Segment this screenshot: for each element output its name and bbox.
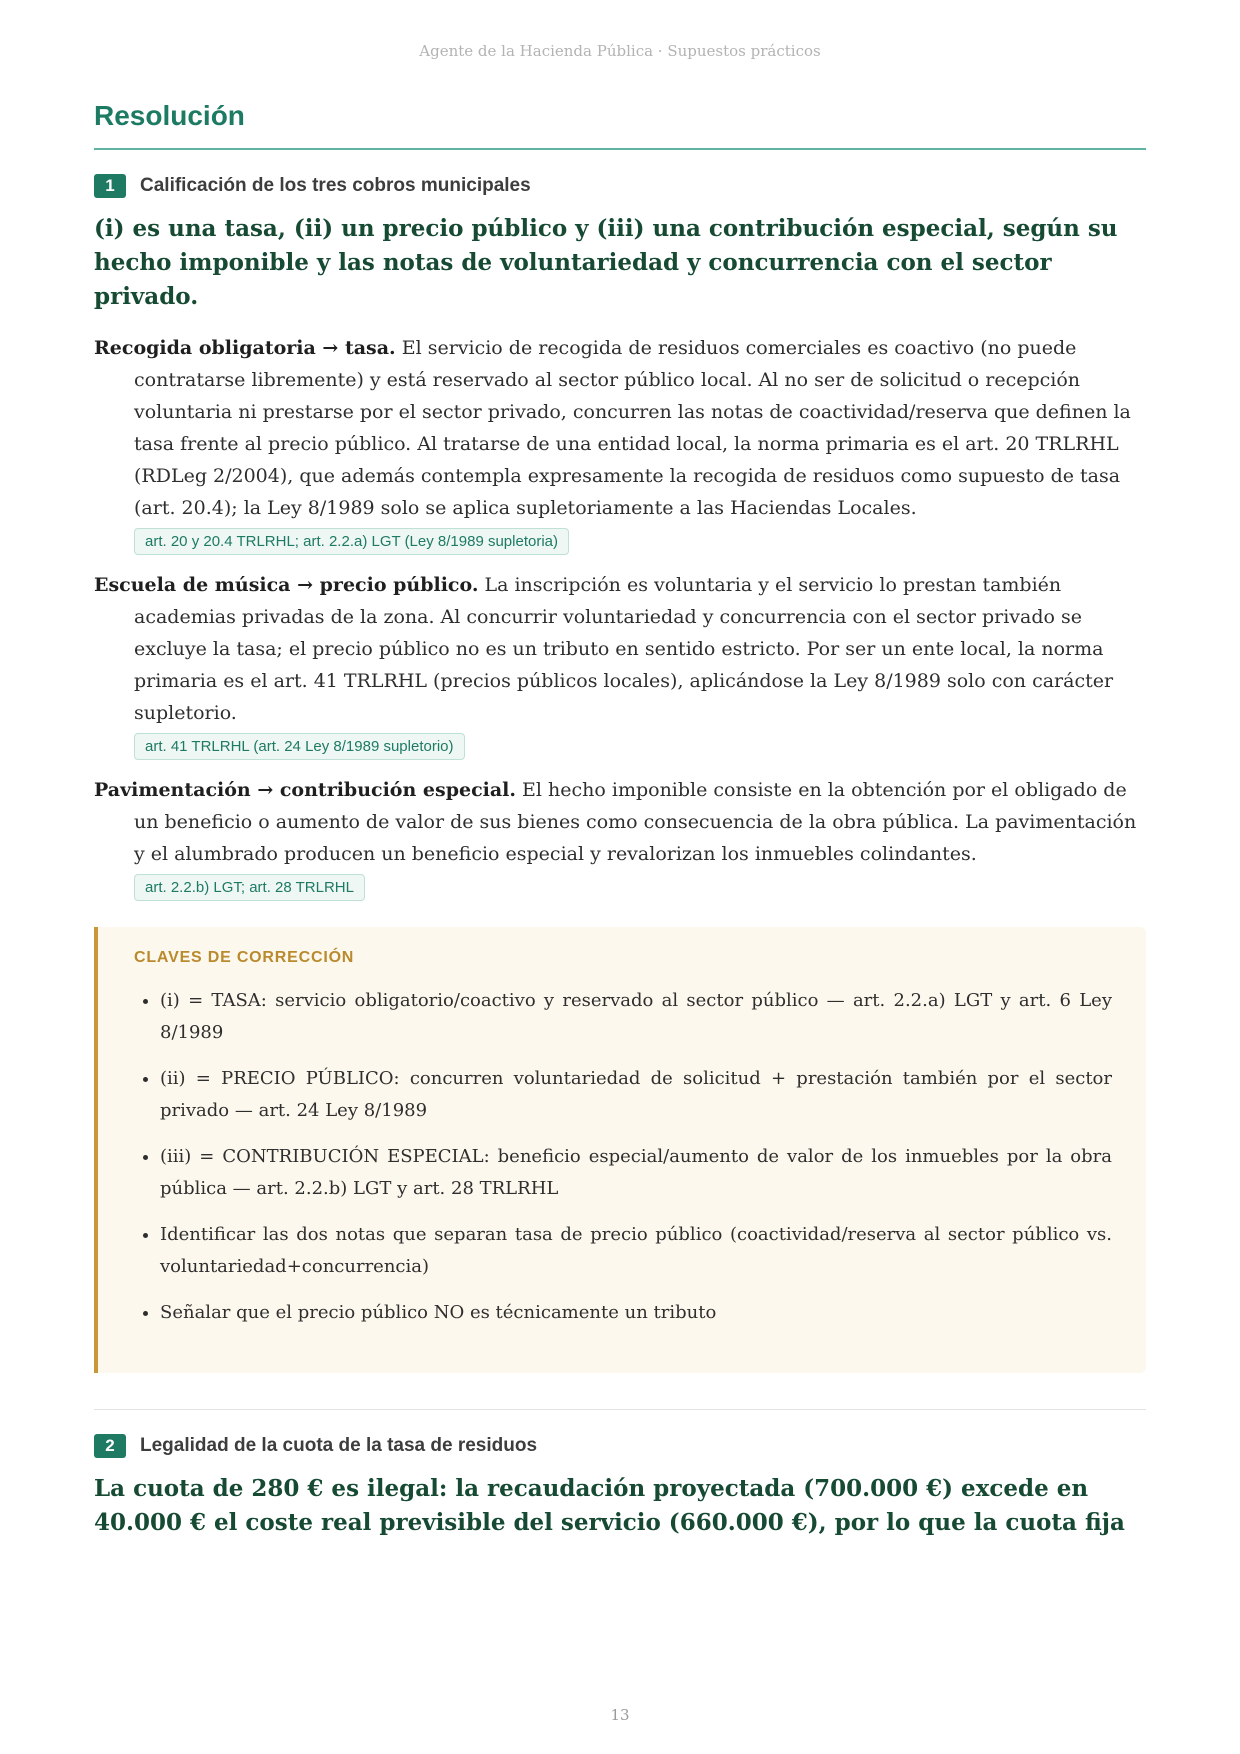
question-title: Calificación de los tres cobros municipales (140, 175, 531, 196)
page-number: 13 (610, 1706, 630, 1724)
question-number-badge: 2 (94, 1434, 126, 1458)
correction-keys-title: CLAVES DE CORRECCIÓN (134, 949, 355, 966)
correction-key-item: • (ii) = PRECIO PÚBLICO: concurren voluntariedad de solicitud + prestación también por el sector privado — art. 24 Ley 8/1989 (160, 1063, 1112, 1127)
paragraph-tasa (94, 332, 1146, 524)
section-divider (94, 1409, 1146, 1410)
paragraph-contribucion-especial (94, 774, 1146, 870)
paragraph-text: El hecho imponible consiste en la obtención por el obligado de un beneficio o aumento de valor de sus bienes como consecuencia de la obra pública. La pavimentación y el alumbrado producen un beneficio especial y revalorizan los inmuebles colindantes. (134, 779, 1137, 865)
paragraph-lead: Recogida obligatoria → tasa. (94, 337, 396, 359)
correction-keys-box (94, 927, 1146, 1373)
section-title: Resolución (94, 100, 1146, 150)
question-number-badge: 1 (94, 174, 126, 198)
paragraph-text: La inscripción es voluntaria y el servicio lo prestan también academias privadas de la zona. Al concurrir voluntariedad y concurrencia con el sector privado se excluye la tasa; el precio público no es un tributo en sentido estricto. Por ser un ente local, la norma primaria es el art. 41 TRLRHL (precios públicos locales), aplicándose la Ley 8/1989 solo con carácter supletorio. (134, 574, 1114, 724)
paragraph-text: El servicio de recogida de residuos comerciales es coactivo (no puede contratarse libremente) y está reservado al sector público local. Al no ser de solicitud o recepción voluntaria ni prestarse por el sector privado, concurren las notas de coactividad/reserva que definen la tasa frente al precio público. Al tratarse de una entidad local, la norma primaria es el art. 20 TRLRHL (RDLeg 2/2004), que además contempla expresamente la recogida de residuos como supuesto de tasa (art. 20.4); la Ley 8/1989 solo se aplica supletoriamente a las Haciendas Locales. (134, 337, 1131, 519)
running-header: Agente de la Hacienda Pública · Supuestos prácticos (419, 42, 821, 60)
answer-summary: La cuota de 280 € es ilegal: la recaudación proyectada (700.000 €) excede en 40.000 € el coste real previsible del servicio (660.000 €), por lo que la cuota fija (94, 1475, 1125, 1536)
legal-reference-tag: art. 2.2.b) LGT; art. 28 TRLRHL (134, 874, 365, 901)
question-2-header (94, 1434, 1146, 1458)
page-content (94, 100, 1146, 1558)
correction-key-item: • (i) = TASA: servicio obligatorio/coactivo y reservado al sector público — art. 2.2.a) LGT y art. 6 Ley 8/1989 (160, 985, 1112, 1049)
answer-summary: (i) es una tasa, (ii) un precio público y (iii) una contribución especial, según su hecho imponible y las notas de voluntariedad y concurrencia con el sector privado. (94, 215, 1118, 310)
legal-reference-tag: art. 20 y 20.4 TRLRHL; art. 2.2.a) LGT (Ley 8/1989 supletoria) (134, 528, 569, 555)
question-title: Legalidad de la cuota de la tasa de residuos (140, 1435, 538, 1456)
paragraph-lead: Pavimentación → contribución especial. (94, 779, 516, 801)
correction-key-item: • Señalar que el precio público NO es técnicamente un tributo (160, 1297, 1112, 1329)
correction-key-item: • (iii) = CONTRIBUCIÓN ESPECIAL: beneficio especial/aumento de valor de los inmuebles por la obra pública — art. 2.2.b) LGT y art. 28 TRLRHL (160, 1141, 1112, 1205)
legal-reference-tag: art. 41 TRLRHL (art. 24 Ley 8/1989 supletorio) (134, 733, 465, 760)
paragraph-lead: Escuela de música → precio público. (94, 574, 479, 596)
correction-key-item: • Identificar las dos notas que separan tasa de precio público (coactividad/reserva al sector público vs. voluntariedad+concurrencia) (160, 1219, 1112, 1283)
question-1-header (94, 174, 1146, 198)
correction-keys-list (134, 985, 1112, 1329)
paragraph-precio-publico (94, 569, 1146, 729)
